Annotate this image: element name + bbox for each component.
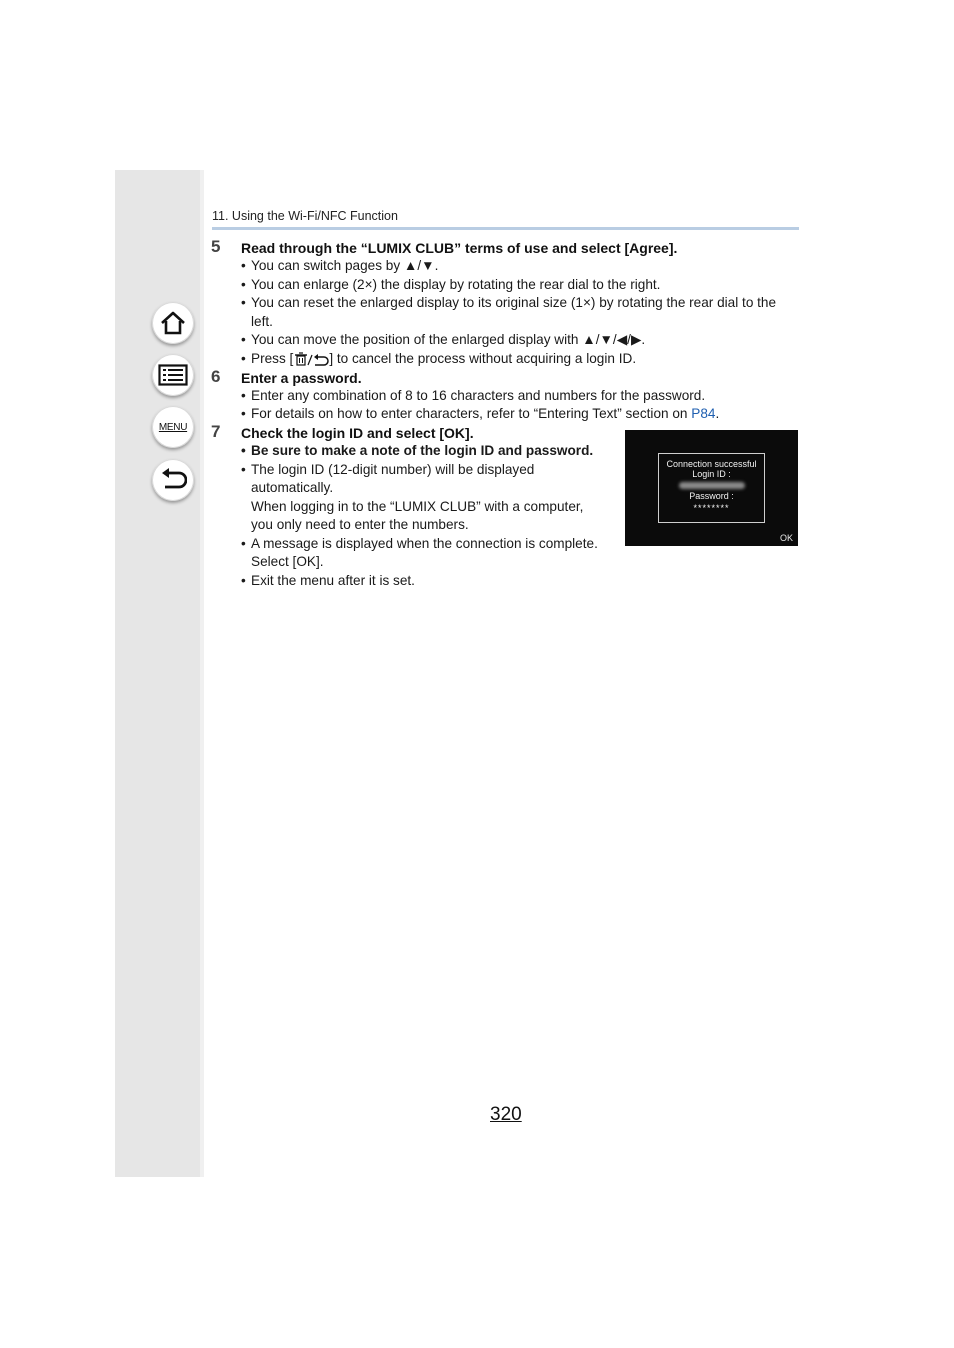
list-item: • You can reset the enlarged display to its original size (1×) by rotating the rear dial to the xyxy=(241,295,777,310)
step-number: 7 xyxy=(211,422,221,441)
step-number: 6 xyxy=(211,367,221,386)
login-id-label: Login ID : xyxy=(692,469,731,479)
header-rule xyxy=(212,227,799,230)
step-title: Read through the “LUMIX CLUB” terms of use and select [Agree]. xyxy=(241,240,678,256)
list-item: • Press [ ] to cancel the process without acquiring a login ID. xyxy=(241,351,637,366)
list-item: • You can move the position of the enlarged display with ▲/▼/◀/▶. xyxy=(241,332,646,347)
password-label: Password : xyxy=(689,491,734,501)
dialog-title: Connection successful xyxy=(666,459,757,469)
list-item: • A message is displayed when the connection is complete. xyxy=(241,536,598,551)
camera-screen-image xyxy=(625,430,798,546)
list-item: • Exit the menu after it is set. xyxy=(241,573,415,588)
back-icon xyxy=(159,467,187,493)
list-item-continuation: Select [OK]. xyxy=(251,554,324,569)
page-link-p84[interactable]: P84 xyxy=(691,406,716,421)
step-title: Check the login ID and select [OK]. xyxy=(241,425,474,441)
list-item: • The login ID (12-digit number) will be displayed xyxy=(241,462,535,477)
list-item: • For details on how to enter characters, refer to “Entering Text” section on P84. xyxy=(241,406,720,421)
password-mask: ******** xyxy=(693,503,730,513)
home-button[interactable] xyxy=(152,302,194,344)
menu-button[interactable] xyxy=(152,406,194,448)
contents-button[interactable] xyxy=(152,354,194,396)
ok-label: OK xyxy=(779,533,793,543)
step-number: 5 xyxy=(211,237,221,256)
list-item: • Enter any combination of 8 to 16 characters and numbers for the password. xyxy=(241,388,706,403)
login-id-value-blurred xyxy=(679,482,745,489)
step-title: Enter a password. xyxy=(241,370,362,386)
connection-dialog xyxy=(658,453,765,523)
list-item-continuation: When logging in to the “LUMIX CLUB” with a computer, xyxy=(251,499,584,514)
page-number[interactable]: 320 xyxy=(490,1104,522,1125)
list-item: • Be sure to make a note of the login ID and password. xyxy=(241,443,594,458)
back-button[interactable] xyxy=(152,459,194,501)
list-item: • You can enlarge (2×) the display by rotating the rear dial to the right. xyxy=(241,277,661,292)
breadcrumb: 11. Using the Wi-Fi/NFC Function xyxy=(212,209,398,223)
home-icon xyxy=(159,310,187,336)
delete-return-icon xyxy=(293,351,329,366)
menu-icon: MENU xyxy=(158,421,188,433)
sidebar-edge xyxy=(200,170,204,1177)
list-item-continuation: left. xyxy=(251,314,273,329)
list-item-continuation: automatically. xyxy=(251,480,334,495)
list-item: • You can switch pages by ▲/▼. xyxy=(241,258,439,273)
list-item-continuation: you only need to enter the numbers. xyxy=(251,517,469,532)
list-icon xyxy=(158,364,188,386)
